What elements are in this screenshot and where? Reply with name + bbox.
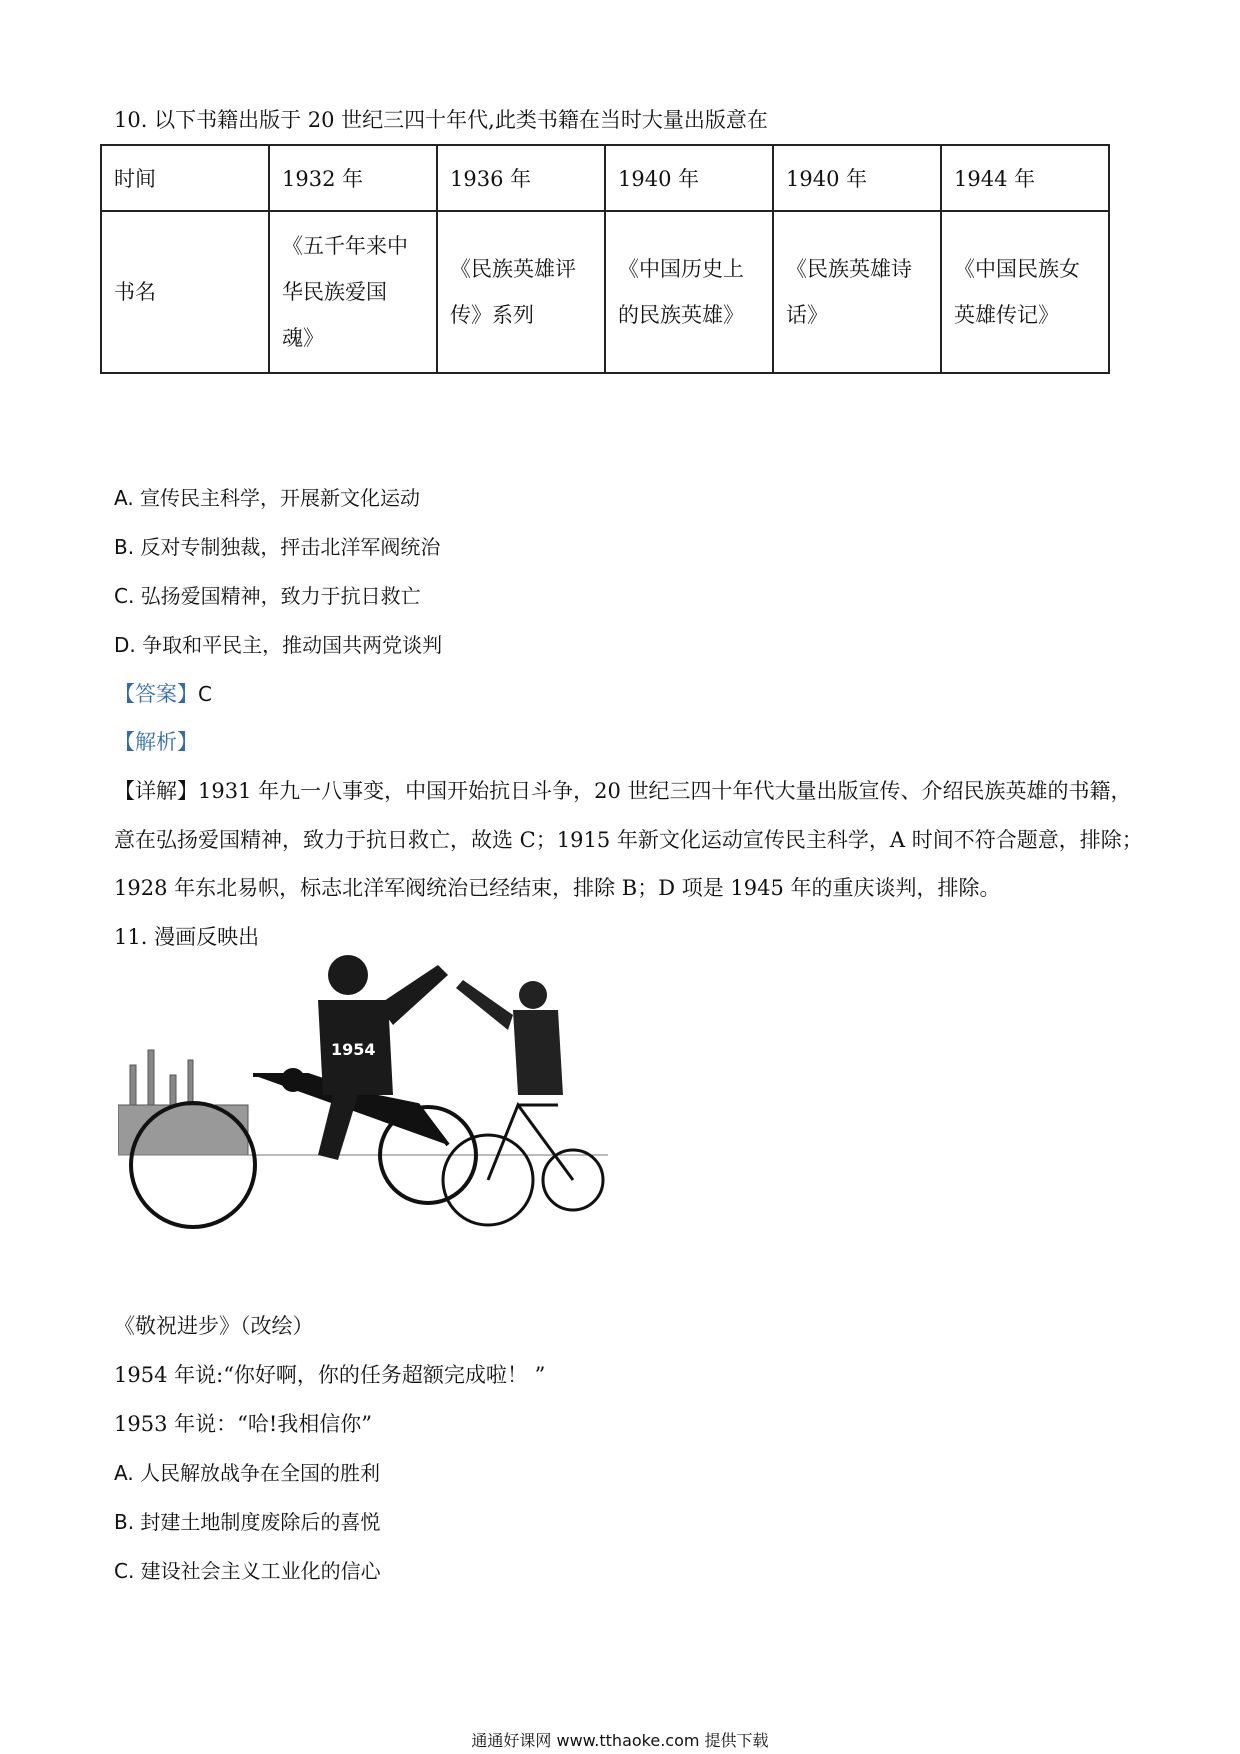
cyclist-1953 bbox=[456, 980, 563, 1095]
option-c: C. 弘扬爱国精神，致力于抗日救亡 bbox=[114, 584, 421, 608]
answer-line bbox=[114, 680, 212, 708]
detail-text: 1931 年九一八事变，中国开始抗日斗争，20 世纪三四十年代大量出版宣传、介绍民族英雄的书籍， bbox=[198, 779, 1132, 803]
option-a: A. 宣传民主科学，开展新文化运动 bbox=[114, 486, 421, 510]
cartoon-illustration bbox=[118, 955, 608, 1255]
q11-stem: 11. 漫画反映出 bbox=[114, 925, 260, 949]
table-row bbox=[101, 211, 1109, 373]
option-c: C. 建设社会主义工业化的信心 bbox=[114, 1559, 381, 1583]
option-d: D. 争取和平民主，推动国共两党谈判 bbox=[114, 633, 443, 657]
table-row bbox=[101, 145, 1109, 211]
quote-1954: 1954 年说:“你好啊，你的任务超额完成啦！ ” bbox=[114, 1363, 546, 1387]
book-line: 《民族英雄诗 bbox=[786, 257, 912, 281]
detail-line bbox=[114, 777, 1132, 805]
book-line: 魂》 bbox=[282, 326, 324, 350]
table-cell: 1944 年 bbox=[941, 145, 1109, 211]
book-line: 话》 bbox=[786, 303, 828, 327]
table-cell bbox=[773, 211, 941, 373]
answer-value: C bbox=[198, 682, 212, 706]
quote-1953: 1953 年说：“哈!我相信你” bbox=[114, 1412, 373, 1436]
detail-line: 意在弘扬爱国精神，致力于抗日救亡，故选 C；1915 年新文化运动宣传民主科学，A 时间不符合题意，排除； bbox=[114, 828, 1143, 852]
book-line: 华民族爱国 bbox=[282, 280, 387, 304]
table-cell bbox=[605, 211, 773, 373]
books-table bbox=[100, 144, 1110, 374]
book-line: 《中国民族女 bbox=[954, 257, 1080, 281]
book-line: 英雄传记》 bbox=[954, 303, 1059, 327]
book-line: 《民族英雄评 bbox=[450, 257, 576, 281]
book-line: 《中国历史上 bbox=[618, 257, 744, 281]
option-b: B. 反对专制独裁，抨击北洋军阀统治 bbox=[114, 535, 441, 559]
book-line: 的民族英雄》 bbox=[618, 303, 744, 327]
cartoon-label: 1954 bbox=[331, 1040, 376, 1059]
analysis-tag: 【解析】 bbox=[114, 730, 198, 754]
answer-tag: 【答案】 bbox=[114, 682, 198, 706]
option-b: B. 封建土地制度废除后的喜悦 bbox=[114, 1510, 381, 1534]
option-a: A. 人民解放战争在全国的胜利 bbox=[114, 1461, 381, 1485]
table-cell bbox=[437, 211, 605, 373]
cartoon-caption: 《敬祝进步》（改绘） bbox=[114, 1314, 314, 1338]
table-cell: 时间 bbox=[101, 145, 269, 211]
book-line: 传》系列 bbox=[450, 303, 534, 327]
table-cell bbox=[269, 211, 437, 373]
table-cell: 1940 年 bbox=[773, 145, 941, 211]
q10-stem: 10. 以下书籍出版于 20 世纪三四十年代,此类书籍在当时大量出版意在 bbox=[114, 108, 768, 132]
table-cell: 1936 年 bbox=[437, 145, 605, 211]
table-cell: 1940 年 bbox=[605, 145, 773, 211]
table-cell: 1932 年 bbox=[269, 145, 437, 211]
table-cell bbox=[941, 211, 1109, 373]
table-cell: 书名 bbox=[101, 211, 269, 373]
detail-tag: 【详解】 bbox=[114, 779, 198, 803]
book-line: 《五千年来中 bbox=[282, 234, 408, 258]
detail-line: 1928 年东北易帜，标志北洋军阀统治已经结束，排除 B；D 项是 1945 年的重庆谈判，排除。 bbox=[114, 876, 1001, 900]
bicycle bbox=[443, 1105, 603, 1225]
footer-text: 通通好课网 www.tthaoke.com 提供下载 bbox=[471, 1731, 769, 1750]
